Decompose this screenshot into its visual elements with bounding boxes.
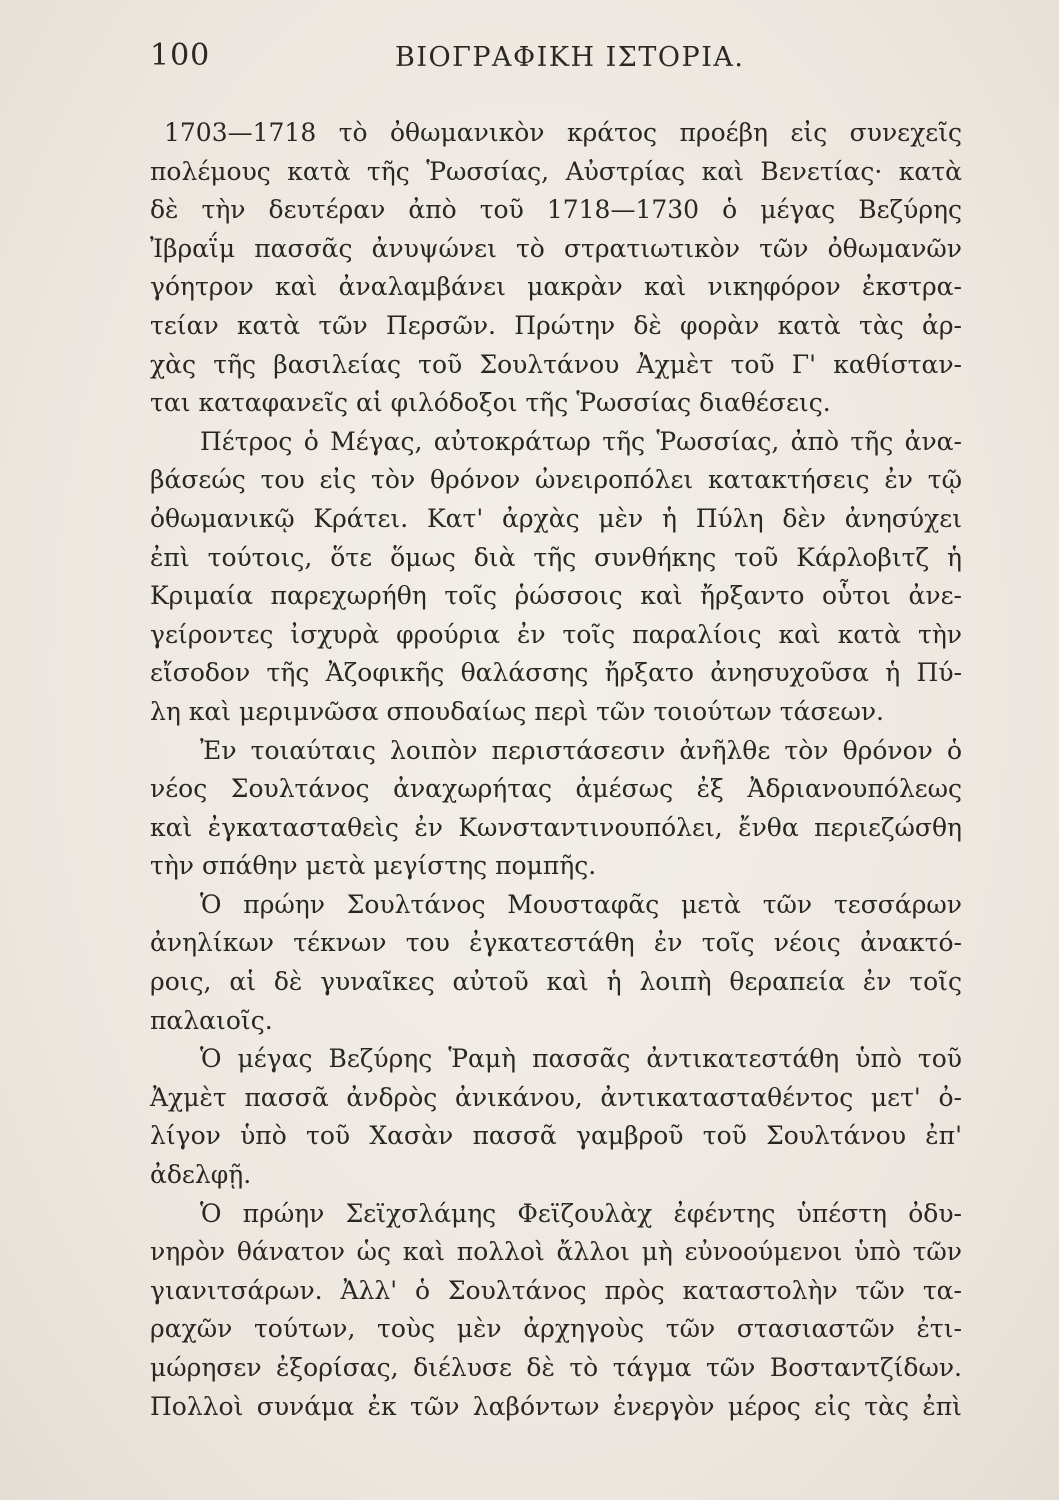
text-line: βάσεώς του εἰς τὸν θρόνον ὠνειροπόλει κατακτήσεις ἐν τῷ [150, 465, 962, 495]
text-line: καὶ ἐγκατασταθεὶς ἐν Κωνσταντινουπόλει, ἔνθα περιεζώσθη [150, 812, 962, 842]
text-line: 1703—1718 τὸ ὀθωμανικὸν κράτος προέβη εἰς συνεχεῖς [164, 118, 962, 147]
text-line: Ἀχμὲτ πασσᾶ ἀνδρὸς ἀνικάνου, ἀντικατασταθέντος μετ' ὀ- [150, 1082, 962, 1112]
text-line: ὀθωμανικῷ Κράτει. Κατ' ἀρχὰς μὲν ἡ Πύλη δὲν ἀνησύχει [150, 503, 962, 533]
text-line: εἴσοδον τῆς Ἀζοφικῆς θαλάσσης ἤρξατο ἀνησυχοῦσα ἡ Πύ- [150, 658, 962, 688]
text-line: λίγον ὑπὸ τοῦ Χασὰν πασσᾶ γαμβροῦ τοῦ Σουλτάνου ἐπ' [150, 1121, 962, 1151]
running-title: ΒΙΟΓΡΑΦΙΚΗ ΙΣΤΟΡΙΑ. [395, 42, 745, 73]
text-line: νέος Σουλτάνος ἀναχωρήτας ἀμέσως ἐξ Ἀδριανουπόλεως [150, 774, 962, 804]
text-line: παλαιοῖς. [150, 1005, 273, 1035]
page-number: 100 [150, 38, 211, 73]
text-line: χὰς τῆς βασιλείας τοῦ Σουλτάνου Ἀχμὲτ τοῦ Γ' καθίσταν- [150, 349, 962, 379]
text-line: ται καταφανεῖς αἱ φιλόδοξοι τῆς Ῥωσσίας διαθέσεις. [150, 388, 831, 418]
text-line: δὲ τὴν δευτέραν ἀπὸ τοῦ 1718—1730 ὁ μέγας Βεζύρης [150, 195, 962, 225]
text-line: γιανιτσάρων. Ἀλλ' ὁ Σουλτάνος πρὸς καταστολὴν τῶν τα- [150, 1275, 962, 1305]
text-line: λη καὶ μεριμνῶσα σπουδαίως περὶ τῶν τοιούτων τάσεων. [150, 696, 885, 726]
body-text [150, 114, 962, 1426]
text-line: τὴν σπάθην μετὰ μεγίστης πομπῆς. [150, 851, 597, 881]
text-line: Κριμαία παρεχωρήθη τοῖς ῥώσσοις καὶ ἤρξαντο οὗτοι ἀνε- [150, 581, 962, 611]
text-line: Πέτρος ὁ Μέγας, αὐτοκράτωρ τῆς Ῥωσσίας, ἀπὸ τῆς ἀνα- [200, 426, 962, 456]
text-line: νηρὸν θάνατον ὡς καὶ πολλοὶ ἄλλοι μὴ εὐνοούμενοι ὑπὸ τῶν [150, 1237, 962, 1267]
text-line: Ἰβραΐμ πασσᾶς ἀνυψώνει τὸ στρατιωτικὸν τῶν ὀθωμανῶν [150, 233, 962, 263]
text-line: ἀδελφῇ. [150, 1160, 252, 1190]
text-line: Πολλοὶ συνάμα ἐκ τῶν λαβόντων ἐνεργὸν μέρος εἰς τὰς ἐπὶ [150, 1391, 962, 1421]
text-line: Ἐν τοιαύταις λοιπὸν περιστάσεσιν ἀνῆλθε τὸν θρόνον ὁ [200, 735, 962, 765]
text-line: πολέμους κατὰ τῆς Ῥωσσίας, Αὐστρίας καὶ Βενετίας· κατὰ [150, 156, 962, 186]
text-line: ραχῶν τούτων, τοὺς μὲν ἀρχηγοὺς τῶν στασιαστῶν ἐτι- [150, 1314, 962, 1344]
text-line: μώρησεν ἐξορίσας, διέλυσε δὲ τὸ τάγμα τῶν Βοσταντζίδων. [150, 1353, 962, 1382]
text-line: ἐπὶ τούτοις, ὅτε ὅμως διὰ τῆς συνθήκης τοῦ Κάρλοβιτζ ἡ [150, 542, 962, 572]
text-line: Ὁ μέγας Βεζύρης Ῥαμὴ πασσᾶς ἀντικατεστάθη ὑπὸ τοῦ [200, 1044, 962, 1074]
page-header [150, 36, 962, 86]
text-line: Ὁ πρώην Σεϊχσλάμης Φεϊζουλὰχ ἐφέντης ὑπέστη ὀδυ- [200, 1198, 962, 1228]
text-line: τείαν κατὰ τῶν Περσῶν. Πρώτην δὲ φορὰν κατὰ τὰς ἀρ- [150, 310, 962, 340]
text-line: Ὁ πρώην Σουλτάνος Μουσταφᾶς μετὰ τῶν τεσσάρων [200, 889, 962, 919]
text-line: ἀνηλίκων τέκνων του ἐγκατεστάθη ἐν τοῖς νέοις ἀνακτό- [150, 928, 962, 958]
text-line: γείροντες ἰσχυρὰ φρούρια ἐν τοῖς παραλίοις καὶ κατὰ τὴν [150, 619, 962, 649]
text-line: γόητρον καὶ ἀναλαμβάνει μακρὰν καὶ νικηφόρον ἐκστρα- [150, 272, 962, 302]
text-line: ροις, αἱ δὲ γυναῖκες αὐτοῦ καὶ ἡ λοιπὴ θεραπεία ἐν τοῖς [150, 967, 962, 997]
